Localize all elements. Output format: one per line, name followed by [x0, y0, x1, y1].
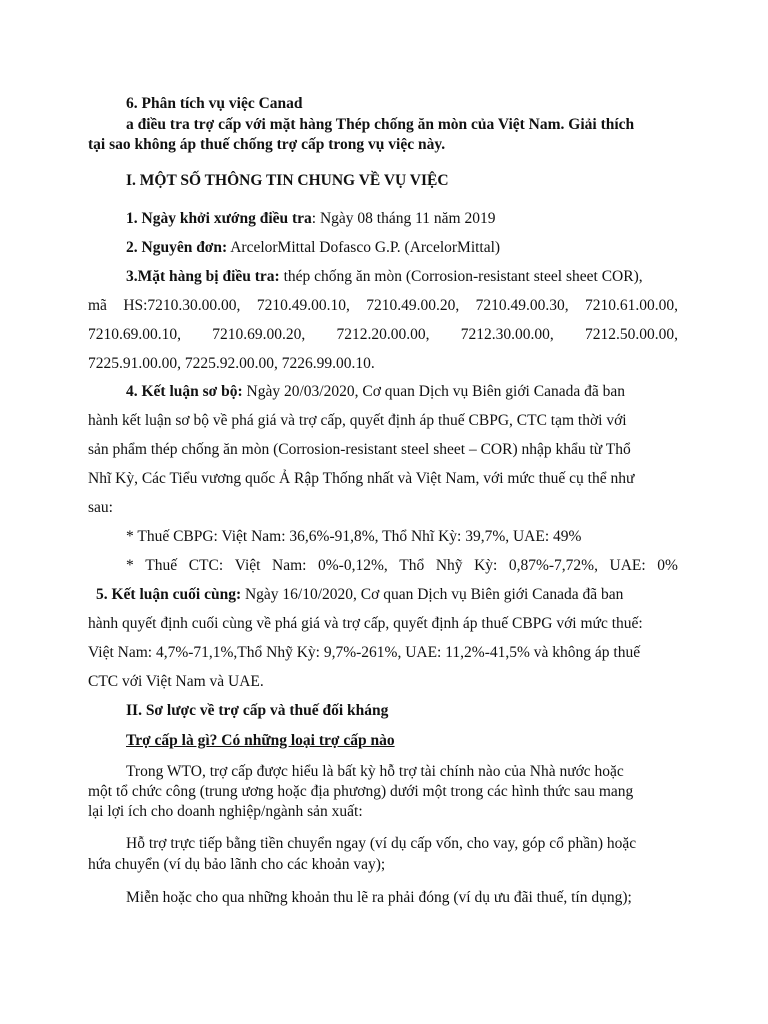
wto-paragraph-line: một tổ chức công (trung ương hoặc địa phương) dưới một trong các hình thức sau mang [88, 783, 634, 800]
ctc-word: 0%-0,12%, [318, 557, 388, 574]
hs-word: mã [88, 297, 107, 314]
item-4-line: Nhĩ Kỳ, Các Tiểu vương quốc Ả Rập Thống nhất và Việt Nam, với mức thuế cụ thể như [88, 470, 635, 487]
form-1-line: Hỗ trợ trực tiếp bằng tiền chuyển ngay (ví dụ cấp vốn, cho vay, góp cổ phần) hoặc [126, 835, 637, 852]
ctc-word: Thuế [145, 557, 178, 574]
ctc-rates-line [126, 556, 678, 576]
item-5-label: 5. Kết luận cuối cùng: [96, 586, 242, 603]
item-4-line: sau: [88, 499, 113, 516]
item-3-text: thép chống ăn mòn (Corrosion-resistant steel sheet COR), [279, 268, 643, 285]
item-4-line: hành kết luận sơ bộ về phá giá và trợ cấp, quyết định áp thuế CBPG, CTC tạm thời với [88, 412, 627, 429]
ctc-word: Nhỹ [435, 557, 463, 574]
item-2-paragraph [126, 238, 500, 258]
hs-word: 7210.61.00.00, [584, 297, 678, 314]
item-4-text: Ngày 20/03/2020, Cơ quan Dịch vụ Biên giới Canada đã ban [242, 383, 625, 400]
item-1-paragraph [126, 209, 495, 229]
form-1-line: hứa chuyển (ví dụ bảo lãnh cho các khoản vay); [88, 856, 386, 873]
ctc-word: 0% [657, 557, 678, 574]
hs-word: 7212.50.00.00, [585, 326, 678, 343]
item-5-text: Ngày 16/10/2020, Cơ quan Dịch vụ Biên giới Canada đã ban [241, 586, 624, 603]
item-5-line: hành quyết định cuối cùng về phá giá và trợ cấp, quyết định áp thuế CBPG với mức thuế: [88, 615, 643, 632]
cbpg-rates-line: * Thuế CBPG: Việt Nam: 36,6%-91,8%, Thổ Nhĩ Kỳ: 39,7%, UAE: 49% [126, 528, 582, 545]
hs-word: 7212.20.00.00, [336, 326, 430, 343]
hs-word: 7210.49.00.10, [256, 297, 350, 314]
item-5-line: CTC với Việt Nam và UAE. [88, 673, 264, 690]
ctc-word: CTC: [188, 557, 224, 574]
item-3-paragraph [126, 267, 643, 287]
ctc-word: Nam: [272, 557, 307, 574]
hs-word: 7210.49.00.20, [366, 297, 460, 314]
item-5-line: Việt Nam: 4,7%-71,1%,Thổ Nhỹ Kỳ: 9,7%-261%, UAE: 11,2%-41,5% và không áp thuế [88, 644, 641, 661]
hs-word: 7210.69.00.20, [212, 326, 306, 343]
hs-codes-line-1 [88, 296, 678, 316]
item-4-line: sản phẩm thép chống ăn mòn (Corrosion-resistant steel sheet – COR) nhập khẩu từ Thổ [88, 441, 631, 458]
item-2-text: ArcelorMittal Dofasco G.P. (ArcelorMittal) [227, 239, 501, 256]
hs-codes-line-3: 7225.91.00.00, 7225.92.00.00, 7226.99.00.10. [88, 355, 375, 372]
hs-word: 7210.69.00.10, [88, 326, 181, 343]
section-heading-6: 6. Phân tích vụ việc Canad [126, 95, 303, 112]
item-2-label: 2. Nguyên đơn: [126, 239, 228, 256]
item-1-label: 1. Ngày khởi xướng điều tra [126, 210, 312, 227]
hs-word: 7212.30.00.00, [460, 326, 554, 343]
heading-part-2: II. Sơ lược về trợ cấp và thuế đối kháng [126, 702, 389, 719]
item-1-text: : Ngày 08 tháng 11 năm 2019 [311, 210, 496, 227]
section-heading-6-cont: a điều tra trợ cấp với mặt hàng Thép chống ăn mòn của Việt Nam. Giải thích [126, 116, 635, 133]
item-4-paragraph [126, 382, 625, 402]
item-3-label: 3.Mặt hàng bị điều tra: [126, 268, 280, 285]
hs-word: 7210.49.00.30, [475, 297, 569, 314]
item-5-paragraph [96, 585, 623, 605]
hs-word: HS:7210.30.00.00, [123, 297, 241, 314]
heading-part-1: I. MỘT SỐ THÔNG TIN CHUNG VỀ VỤ VIỆC [126, 172, 449, 189]
item-4-label: 4. Kết luận sơ bộ: [126, 383, 243, 400]
subheading-what-is-subsidy: Trợ cấp là gì? Có những loại trợ cấp nào [126, 732, 395, 749]
ctc-word: 0,87%-7,72%, [508, 557, 598, 574]
ctc-word: Kỳ: [474, 557, 498, 574]
form-2-line: Miễn hoặc cho qua những khoản thu lẽ ra phải đóng (ví dụ ưu đãi thuế, tín dụng); [126, 889, 632, 906]
wto-paragraph-line: lại lợi ích cho doanh nghiệp/ngành sản xuất: [88, 803, 363, 820]
wto-paragraph-line: Trong WTO, trợ cấp được hiểu là bất kỳ hỗ trợ tài chính nào của Nhà nước hoặc [126, 763, 624, 780]
ctc-word: Việt [234, 557, 261, 574]
hs-codes-line-2 [88, 325, 678, 345]
ctc-word: UAE: [609, 557, 646, 574]
section-heading-6-cont: tại sao không áp thuế chống trợ cấp trong vụ việc này. [88, 136, 446, 153]
ctc-word: Thổ [399, 557, 425, 574]
ctc-word: * [126, 557, 134, 574]
